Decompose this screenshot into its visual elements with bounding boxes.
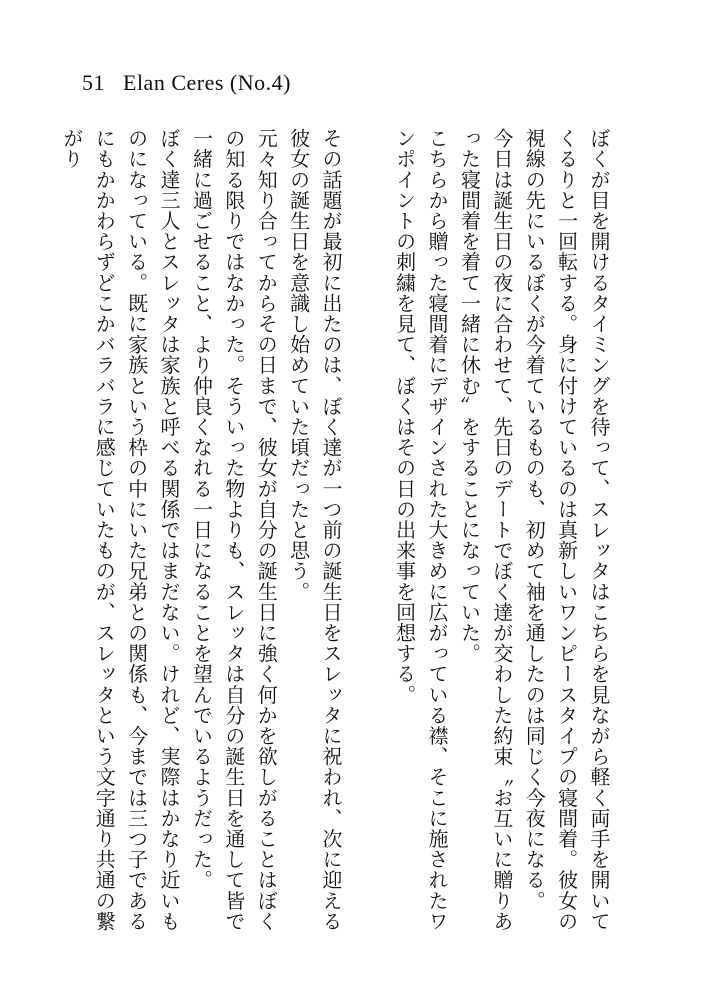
text-block-left bbox=[55, 128, 347, 948]
chapter-title: Elan Ceres (No.4) bbox=[123, 70, 291, 95]
paragraph: 今日は誕生日の夜に合わせて、先日のデートでぼく達が交わした約束〝お互いに贈りあった寝間着を着て一緒に休む〟をすることになっていた。 bbox=[457, 128, 514, 932]
paragraph: 元々知り合ってからその日まで、彼女が自分の誕生日に強く何かを欲しがることはぼくの知る限りではなかった。そういった物よりも、スレッタは自分の誕生日を通して皆で一緒に過ごせること、より仲良くなれる一日になることを望んでいるようだった。 bbox=[189, 128, 279, 932]
text-block-right bbox=[388, 128, 615, 948]
paragraph: ぼくが目を開けるタイミングを待って、スレッタはこちらを見ながら軽く両手を開いてくるりと一回転する。身に付けているのは真新しいワンピースタイプの寝間着。彼女の視線の先にいるぼくが今着ているものも、初めて袖を通したのは同じく今夜になる。 bbox=[522, 128, 611, 932]
page-number: 51 bbox=[82, 70, 105, 95]
page-header bbox=[82, 70, 291, 96]
paragraph: ぼく達三人とスレッタは家族と呼べる関係ではまだない。けれど、実際はかなり近いものになっている。既に家族という枠の中にいた兄弟との関係も、今までは三つ子であるにもかかわらずどこかバラバラに感じていたものが、スレッタという文字通り共通の繋がり bbox=[59, 128, 182, 932]
paragraph: その話題が最初に出たのは、ぼく達が一つ前の誕生日をスレッタに祝われ、次に迎える彼女の誕生日を意識し始めていた頃だったと思う。 bbox=[286, 128, 343, 932]
paragraph: こちらから贈った寝間着にデザインされた大きめに広がっている襟、そこに施されたワンポイントの刺繍を見て、ぼくはその日の出来事を回想する。 bbox=[392, 128, 450, 932]
